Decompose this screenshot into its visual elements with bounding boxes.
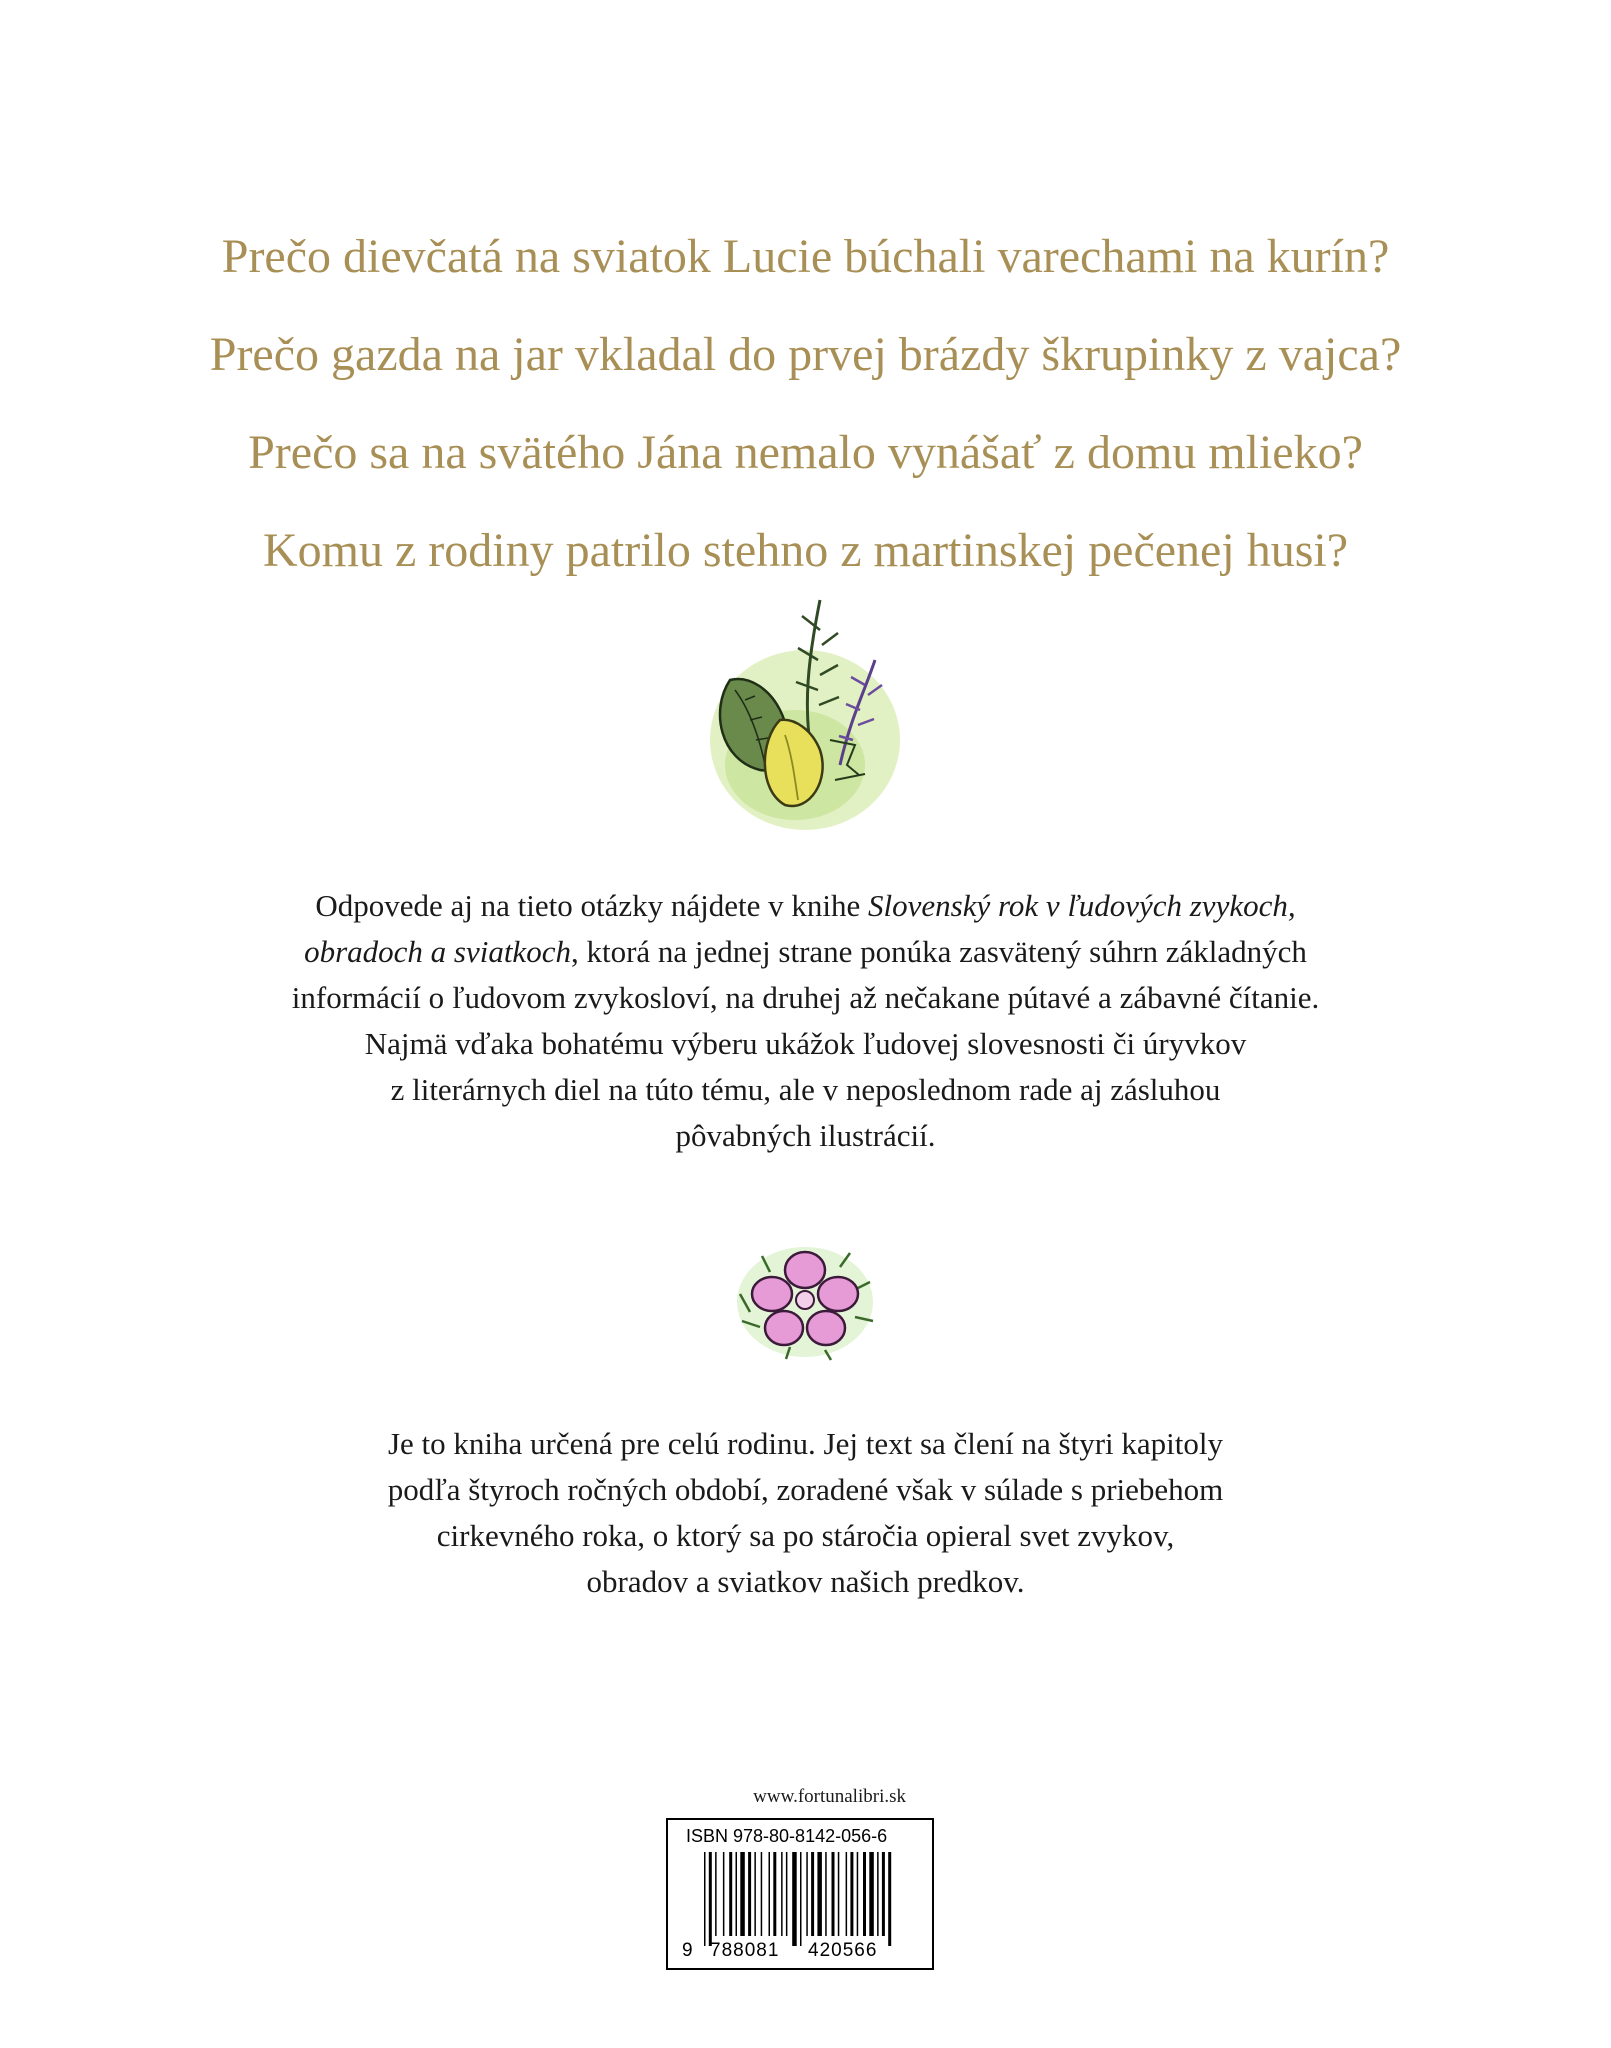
barcode-bar bbox=[736, 1852, 738, 1936]
para1-line-6: pôvabných ilustrácií. bbox=[675, 1118, 936, 1153]
barcode-bar bbox=[838, 1852, 840, 1936]
description-paragraph-1 bbox=[0, 883, 1611, 1159]
barcode-bar bbox=[817, 1852, 822, 1936]
barcode-digit-first: 9 bbox=[682, 1940, 693, 1961]
para1-line-5: z literárnych diel na túto tému, ale v neposlednom rade aj zásluhou bbox=[390, 1072, 1221, 1107]
barcode-bar bbox=[806, 1852, 808, 1936]
barcode-bar bbox=[825, 1852, 827, 1936]
barcode-bar bbox=[850, 1852, 853, 1936]
barcode-digits-right: 420566 bbox=[808, 1940, 878, 1961]
barcode-bar bbox=[792, 1852, 797, 1946]
barcode-bar bbox=[773, 1852, 776, 1936]
para2-line-4: obradov a sviatkov našich predkov. bbox=[586, 1564, 1025, 1599]
barcode-bar bbox=[740, 1852, 745, 1936]
book-title-part-1: Slovenský rok v ľudových zvykoch, bbox=[868, 888, 1296, 923]
description-paragraph-2 bbox=[0, 1421, 1611, 1605]
para2-line-2: podľa štyroch ročných období, zoradené však v súlade s priebehom bbox=[387, 1472, 1224, 1507]
para1-line-4: Najmä vďaka bohatému výberu ukážok ľudovej slovesnosti či úryvkov bbox=[364, 1026, 1247, 1061]
publisher-website: www.fortunalibri.sk bbox=[753, 1786, 906, 1807]
barcode-bar bbox=[863, 1852, 866, 1936]
barcode-digits-left: 788081 bbox=[710, 1940, 780, 1961]
barcode-bar bbox=[709, 1852, 712, 1946]
barcode-bar bbox=[748, 1852, 751, 1936]
para2-line-1: Je to kniha určená pre celú rodinu. Jej text sa člení na štyri kapitoly bbox=[387, 1426, 1224, 1461]
para1-line-2: obradoch a sviatkoch, ktorá na jednej strane ponúka zasvätený súhrn základných bbox=[304, 934, 1307, 969]
barcode-bar bbox=[781, 1852, 783, 1936]
barcode-bar bbox=[882, 1852, 885, 1936]
plant-illustration-icon bbox=[700, 590, 910, 840]
barcode-bar bbox=[754, 1852, 756, 1936]
isbn-barcode bbox=[666, 1818, 934, 1970]
barcode-digits bbox=[668, 1940, 932, 1964]
barcode-bar bbox=[761, 1852, 763, 1936]
barcode-bar bbox=[811, 1852, 814, 1936]
barcode-bar bbox=[869, 1852, 874, 1936]
barcode-bar bbox=[832, 1852, 835, 1936]
barcode-bar bbox=[857, 1852, 859, 1936]
question-3: Prečo sa na svätého Jána nemalo vynášať z domu mlieko? bbox=[248, 426, 1363, 479]
book-title-part-2: obradoch a sviatkoch bbox=[304, 934, 571, 969]
para2-line-3: cirkevného roka, o ktorý sa po stáročia opieral svet zvykov, bbox=[436, 1518, 1175, 1553]
barcode-bar bbox=[729, 1852, 732, 1936]
para1-line-1: Odpovede aj na tieto otázky nájdete v knihe Slovenský rok v ľudových zvykoch, bbox=[315, 888, 1296, 923]
para1-line-3: informácií o ľudovom zvykosloví, na druhej až nečakane pútavé a zábavné čítanie. bbox=[291, 980, 1320, 1015]
barcode-bar bbox=[704, 1852, 706, 1946]
barcode-bar bbox=[846, 1852, 848, 1936]
barcode-bar bbox=[715, 1852, 717, 1936]
question-1: Prečo dievčatá na sviatok Lucie búchali varechami na kurín? bbox=[221, 230, 1390, 283]
barcode-bar bbox=[723, 1852, 725, 1936]
flower-illustration-icon bbox=[730, 1232, 880, 1362]
barcode-bar bbox=[800, 1852, 802, 1946]
barcode-bar bbox=[877, 1852, 879, 1936]
barcode-bar bbox=[786, 1852, 788, 1936]
barcode-bar bbox=[888, 1852, 891, 1946]
barcode-bar bbox=[769, 1852, 771, 1936]
question-2: Prečo gazda na jar vkladal do prvej brázdy škrupinky z vajca? bbox=[209, 328, 1402, 381]
question-4: Komu z rodiny patrilo stehno z martinskej pečenej husi? bbox=[262, 524, 1349, 577]
questions-block bbox=[0, 208, 1611, 600]
isbn-label: ISBN 978-80-8142-056-6 bbox=[686, 1826, 888, 1846]
